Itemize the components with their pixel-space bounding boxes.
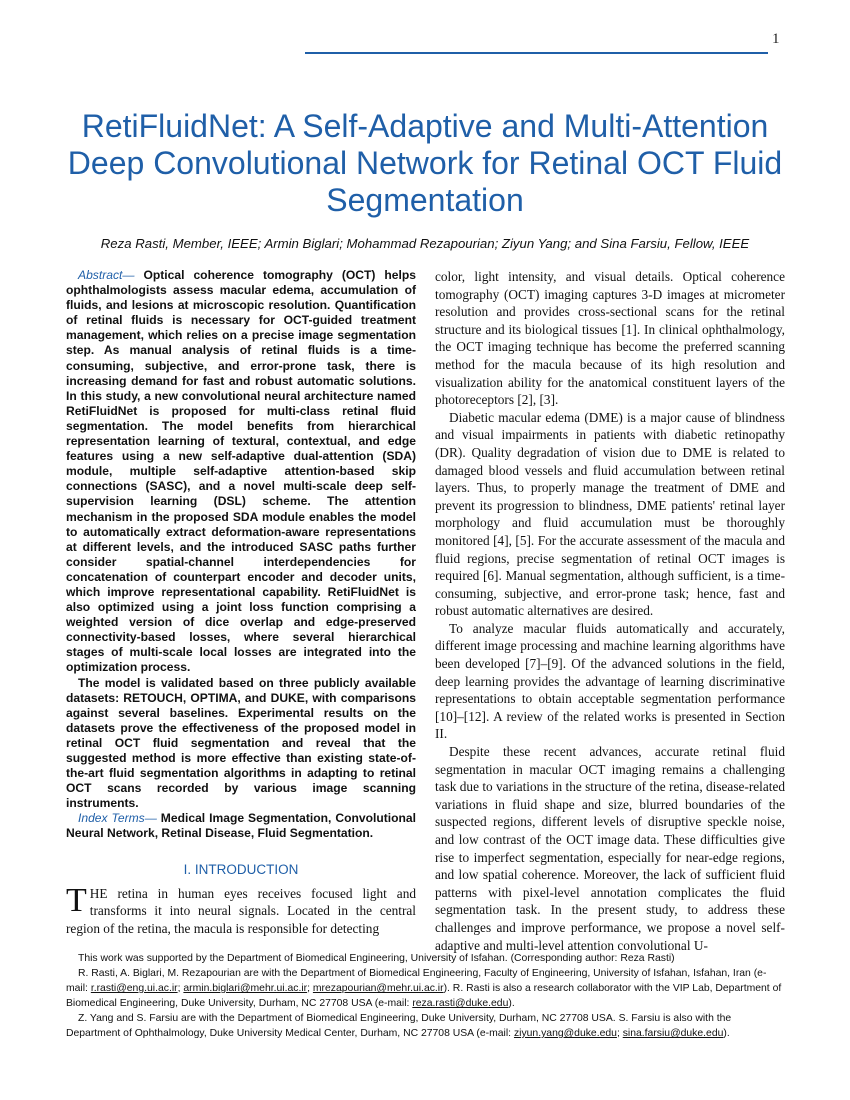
footnote-text: R. Rasti, A. Biglari, M. Rezapourian are with the Department of Biomedical Engineering, Faculty of Engineering, University of Isfahan, Isfahan, Iran (e-mail:: [66, 968, 767, 994]
footnote-funding: This work was supported by the Department of Biomedical Engineering, University of Isfahan. (Corresponding author: Reza Rasti): [78, 953, 675, 964]
footnote-text: ).: [508, 998, 515, 1009]
separator: ;: [616, 1028, 623, 1039]
footnote-text: Z. Yang and S. Farsiu are with the Department of Biomedical Engineering, Duke University, Durham, NC 27708 USA. S. Farsiu is also with the Department of Ophthalmology, Duke University Medical Center, Durham, NC 27708 USA (e-mail:: [66, 1013, 732, 1039]
email-link[interactable]: sina.farsiu@duke.edu: [622, 1028, 724, 1039]
intro-paragraph-continued: color, light intensity, and visual details. Optical coherence tomography (OCT) imaging captures 3-D images at micrometer resolution and provides cross-sectional scans for the retinal structure and its biological tissues [1]. In clinical ophthalmology, the OCT imaging technique has become the preferred scanning method for the macula because of its high resolution and visualization ability for the anatomical constituent layers of the photoreceptors [2], [3].: [435, 269, 785, 408]
separator: ;: [177, 983, 184, 994]
email-link[interactable]: mrezapourian@mehr.ui.ac.ir: [312, 983, 444, 994]
index-terms-text: Medical Image Segmentation, Convolutional Neural Network, Retinal Disease, Fluid Segmentation.: [66, 811, 416, 841]
abstract-paragraph-1: [66, 268, 416, 676]
index-terms-label: Index Terms—: [78, 811, 157, 826]
index-terms: [66, 811, 416, 841]
separator: ;: [307, 983, 313, 994]
intro-text-1: HE retina in human eyes receives focused light and transforms it into neural signals. Located in the central region of the retina, the macula is responsible for detecting: [66, 885, 416, 936]
section-heading-introduction: I. INTRODUCTION: [183, 861, 299, 877]
footnote-affiliation-1: [66, 966, 786, 1011]
header-rule: [305, 52, 768, 54]
drop-cap: T: [66, 881, 87, 919]
intro-paragraph-1: [66, 881, 416, 938]
right-column: [435, 268, 785, 954]
author-list: Reza Rasti, Member, IEEE; Armin Biglari; Mohammad Rezapourian; Ziyun Yang; and Sina Farsiu, Fellow, IEEE: [100, 236, 750, 251]
left-column: [66, 268, 416, 937]
abstract-text-1: Optical coherence tomography (OCT) helps ophthalmologists assess macular edema, accumulation of fluids, and lesions at microscopic resolution. Quantification of retinal fluids is necessary for OCT-guided treatment management, which relies on a precise image segmentation step. As manual analysis of retinal fluids is a time-consuming, subjective, and error-prone task, there is increasing demand for fast and robust automatic solutions. In this study, a new convolutional neural architecture named RetiFluidNet is proposed for multi-class retinal fluid segmentation. The model benefits from hierarchical representation learning of textural, contextual, and edge features using a new self-adaptive dual-attention (SDA) module, multiple self-adaptive attention-based skip connections (SASC), and a novel multi-scale deep self-supervision learning (DSL) scheme. The attention mechanism in the proposed SDA module enables the model to automatically extract deformation-aware representations at different levels, and the introduced SASC paths further consider spatial-channel interdependencies for concatenation of counterpart encoder and decoder units, which improve representational capability. RetiFluidNet is also optimized using a joint loss function comprising a weighted version of dice overlap and edge-preserved connectivity-based losses, where several hierarchical stages of multi-scale local losses are integrated into the optimization process.: [66, 268, 416, 675]
email-link[interactable]: armin.biglari@mehr.ui.ac.ir: [183, 983, 308, 994]
page-number: 1: [772, 31, 780, 47]
intro-paragraph-challenges: Despite these recent advances, accurate retinal fluid segmentation in macular OCT imaging remains a challenging task due to variations in the structure of the retina, disease-related variations in fluid shape and size, blurred boundaries of the suspected regions, different levels of disruptive speckle noise, and low contrast of the OCT image data. These difficulties give rise to imperfect segmentation, especially for near-edge regions, and low spatial coherence. Moreover, the lack of sufficient fluid patterns with pixel-level annotation complicates the fluid segmentation task. In the present study, to address these challenges and improve performance, we propose a novel self-adaptive and multi-level attention convolutional U-: [435, 744, 785, 953]
email-link[interactable]: reza.rasti@duke.edu: [412, 998, 509, 1009]
footnote-affiliation-2: [66, 1011, 786, 1041]
email-link[interactable]: r.rasti@eng.ui.ac.ir: [90, 983, 178, 994]
intro-paragraph-analysis: To analyze macular fluids automatically and accurately, different image processing and machine learning algorithms have been developed [7]–[9]. Of the advanced solutions in the field, deep learning provides the advantage of learning discriminative representations to obtain acceptable segmentation performance [10]–[12]. A review of the related works is presented in Section II.: [435, 620, 785, 742]
footnote-text: ). R. Rasti is also a research collaborator with the VIP Lab, Department of Biomedical Engineering, Duke University, Durham, NC 27708 USA (e-mail:: [66, 983, 782, 1009]
footnote-text: ).: [723, 1028, 730, 1039]
intro-paragraph-dme: Diabetic macular edema (DME) is a major cause of blindness and visual impairments in patients with diabetic retinopathy (DR). Quality degradation of vision due to DME is related to damaged blood vessels and fluid accumulation between retinal layers. Thus, to properly manage the treatment of DME and prevent its progression to blindness, DME patients' retinal layer morphology and fluid accumulation must be thoroughly monitored [4], [5]. For the accurate assessment of the macula and fluid regions, precise segmentation of retinal OCT images is required [6]. Manual segmentation, although sufficient, is a time-consuming, subjective, and error-prone task; hence, fast and robust automatic alternatives are desired.: [435, 409, 785, 619]
paper-title: RetiFluidNet: A Self-Adaptive and Multi-Attention Deep Convolutional Network for Retinal OCT Fluid Segmentation: [67, 108, 783, 218]
footnotes: [66, 951, 786, 1041]
abstract-paragraph-2: The model is validated based on three publicly available datasets: RETOUCH, OPTIMA, and DUKE, with comparisons against several baselines. Experimental results on the datasets prove the effectiveness of the proposed model in retinal OCT fluid segmentation and reveal that the suggested method is more effective than existing state-of-the-art fluid segmentation algorithms in adapting to retinal OCT scans recorded by various image scanning instruments.: [66, 675, 416, 811]
abstract-label: Abstract—: [78, 268, 135, 282]
email-link[interactable]: ziyun.yang@duke.edu: [513, 1028, 617, 1039]
